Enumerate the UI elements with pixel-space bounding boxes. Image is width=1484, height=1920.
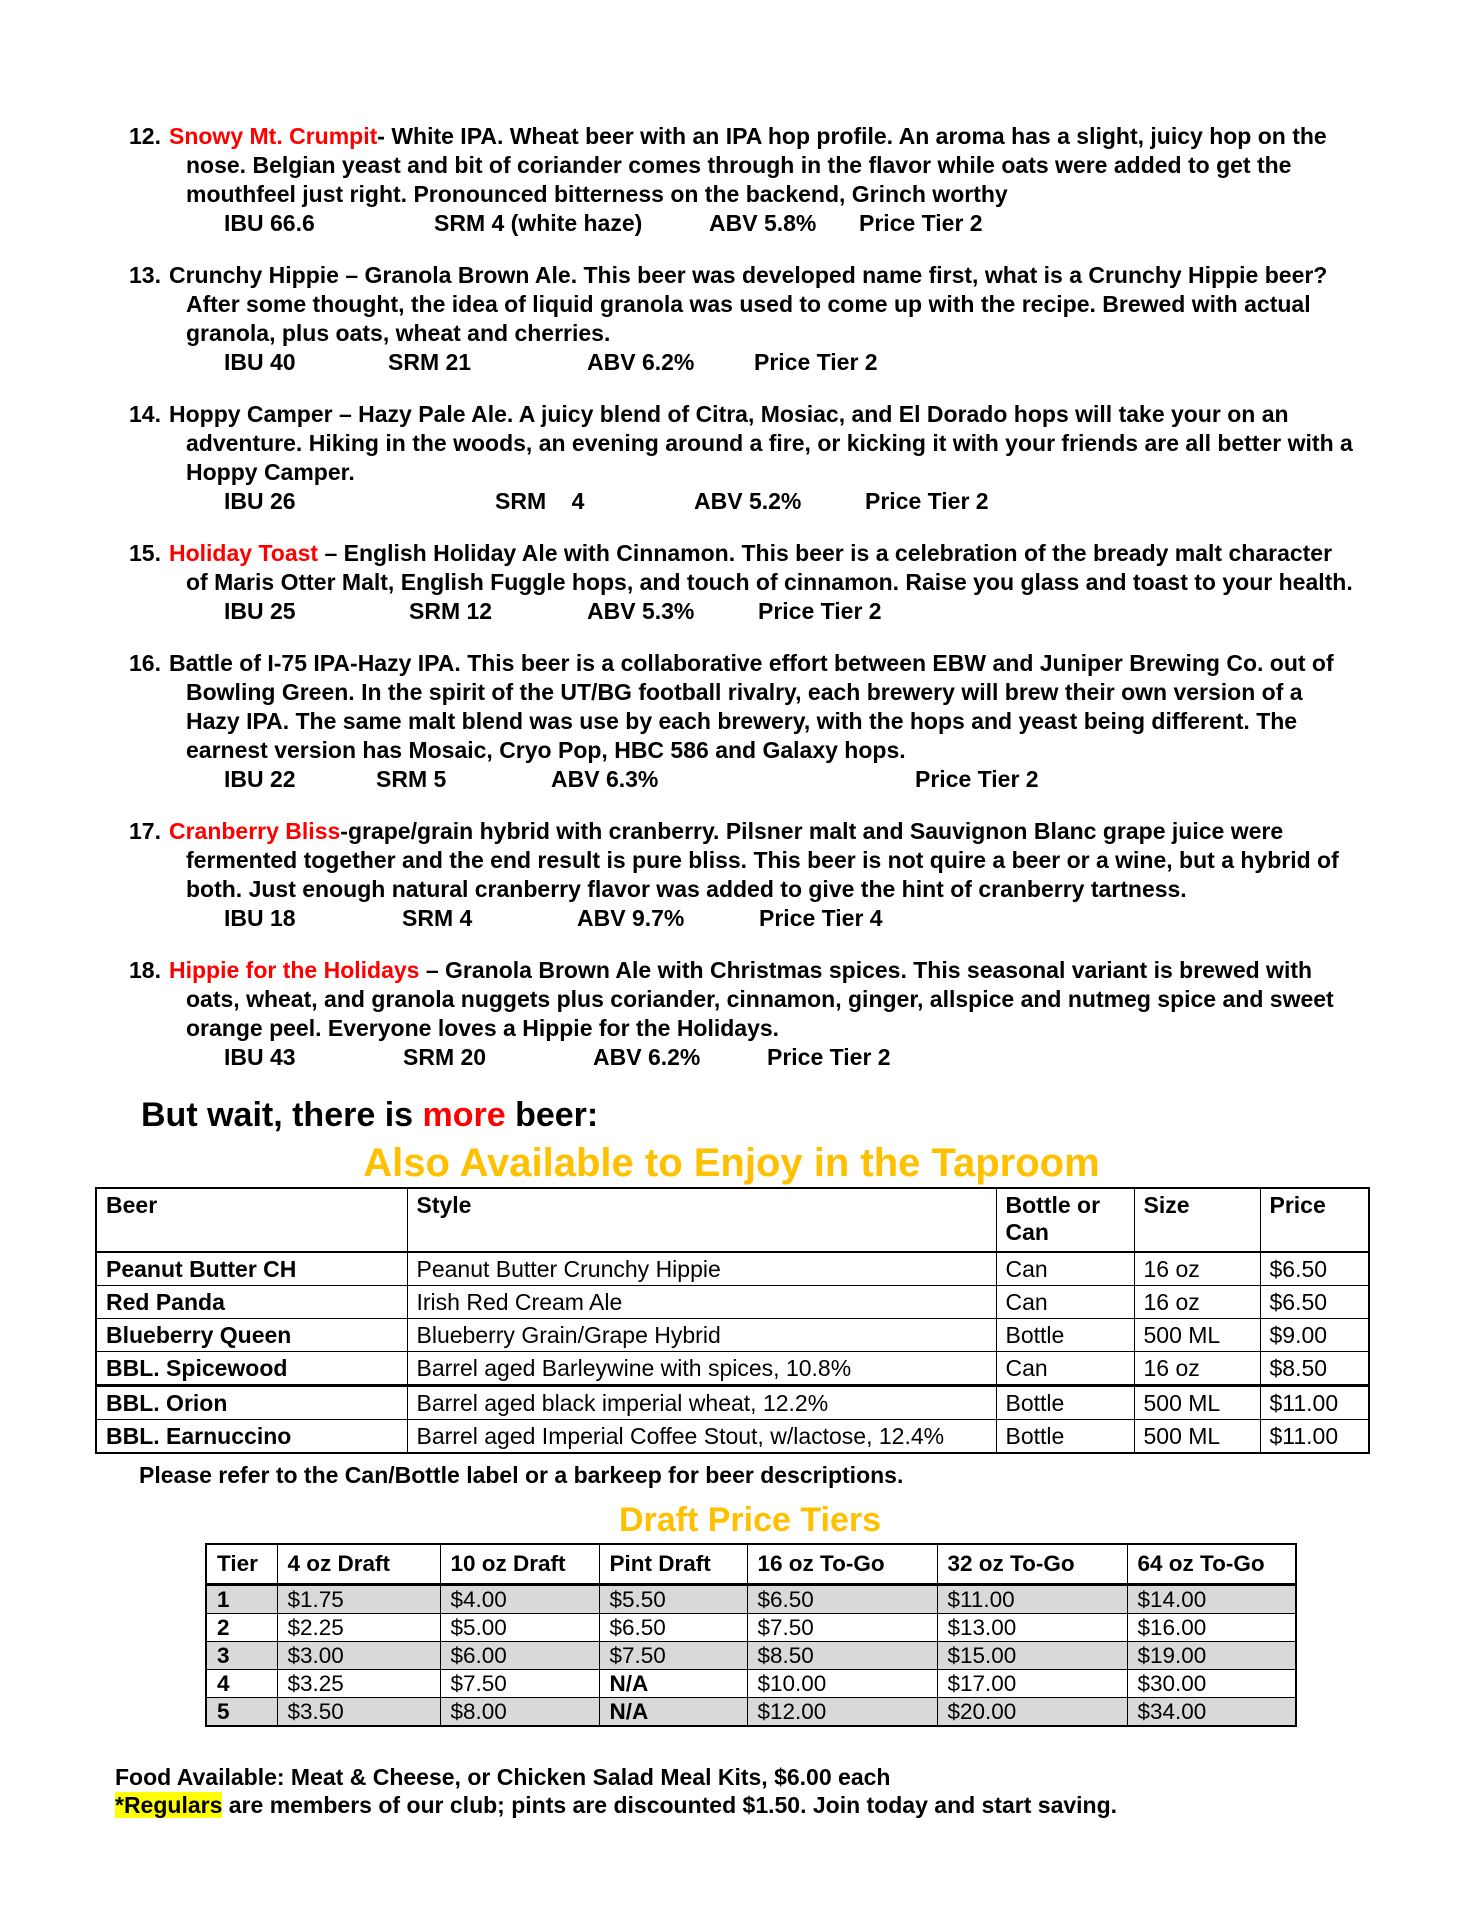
cell-price: $8.00: [440, 1698, 599, 1727]
cell-price: $6.50: [747, 1585, 937, 1614]
draft-price-tiers-title: Draft Price Tiers: [618, 1501, 882, 1539]
cell-price: $5.00: [440, 1614, 599, 1642]
cell-price: $4.00: [440, 1585, 599, 1614]
beer-number: 18.: [129, 957, 161, 983]
cell-price: $34.00: [1127, 1698, 1296, 1727]
tiers-header-tier: Tier: [206, 1544, 277, 1585]
table-row: [206, 1670, 1296, 1698]
cell-tier: 1: [206, 1585, 277, 1614]
beer-name: Battle of I-75 IPA: [168, 650, 351, 676]
beer-text: – Granola Brown Ale. This beer was developed name first, what is a Crunchy Hippie beer? After some thought, the idea of liquid granola was used to come up with the recipe. Brewed with actual granola, plus oats, wheat and cherries.: [186, 262, 1328, 346]
stat-srm: SRM 5: [376, 766, 447, 792]
cell-price: $6.50: [1260, 1286, 1369, 1319]
cell-price: $3.25: [277, 1670, 440, 1698]
cell-size: 16 oz: [1134, 1352, 1260, 1386]
table-row: [96, 1286, 1369, 1319]
stat-ibu: IBU 18: [224, 905, 296, 931]
cell-tier: 2: [206, 1614, 277, 1642]
tiers-header-4oz: 4 oz Draft: [277, 1544, 440, 1585]
more-beer-heading: [141, 1095, 1360, 1135]
cell-price: $11.00: [1260, 1420, 1369, 1454]
beer-number: 14.: [129, 401, 161, 427]
taproom-header-size: Size: [1134, 1188, 1260, 1252]
beer-number: 12.: [129, 123, 161, 149]
more-beer-prefix: But wait, there is: [141, 1096, 423, 1134]
cell-price: $12.00: [747, 1698, 937, 1727]
stat-abv: ABV 6.3%: [551, 766, 659, 792]
stat-abv: ABV 6.2%: [593, 1044, 701, 1070]
table-row: [96, 1252, 1369, 1286]
cell-price: $15.00: [937, 1642, 1127, 1670]
beer-description: [129, 956, 1360, 1043]
stat-price-tier: Price Tier 2: [859, 210, 983, 236]
beer-description: [129, 649, 1360, 765]
cell-beer: BBL. Spicewood: [96, 1352, 407, 1386]
beer-number: 15.: [129, 540, 161, 566]
cell-price: $7.50: [747, 1614, 937, 1642]
stat-ibu: IBU 40: [224, 349, 296, 375]
cell-style: Barrel aged black imperial wheat, 12.2%: [407, 1386, 996, 1420]
cell-size: 16 oz: [1134, 1252, 1260, 1286]
beer-name: Crunchy Hippie: [168, 262, 339, 288]
beer-description: [129, 261, 1360, 348]
cell-price: $6.00: [440, 1642, 599, 1670]
cell-price: $8.50: [1260, 1352, 1369, 1386]
table-row: [206, 1642, 1296, 1670]
beer-number: 13.: [129, 262, 161, 288]
cell-price: $3.00: [277, 1642, 440, 1670]
tiers-header-32oz: 32 oz To-Go: [937, 1544, 1127, 1585]
table-row: [206, 1698, 1296, 1727]
beer-name: Snowy Mt. Crumpit: [168, 123, 378, 149]
cell-beer: Peanut Butter CH: [96, 1252, 407, 1286]
stat-srm: SRM 21: [388, 349, 472, 375]
taproom-header-price: Price: [1260, 1188, 1369, 1252]
stat-ibu: IBU 22: [224, 766, 296, 792]
table-row: [206, 1614, 1296, 1642]
stat-srm: SRM 12: [409, 598, 493, 624]
cell-price: $11.00: [937, 1585, 1127, 1614]
stat-price-tier: Price Tier 4: [759, 905, 883, 931]
stat-ibu: IBU 66.6: [224, 210, 315, 236]
beer-text: -Hazy IPA. This beer is a collaborative effort between EBW and Juniper Brewing Co. out of Bowling Green. In the spirit of the UT/BG football rivalry, each brewery will brew their own version of a Hazy IPA. The same malt blend was use by each brewery, with the hops and yeast being different. The earnest version has Mosaic, Cryo Pop, HBC 586 and Galaxy hops.: [186, 650, 1334, 763]
cell-price: $14.00: [1127, 1585, 1296, 1614]
table-row: [96, 1420, 1369, 1454]
taproom-header-bottle-or-can: Bottle or Can: [996, 1188, 1134, 1252]
cell-beer: Red Panda: [96, 1286, 407, 1319]
beer-name: Holiday Toast: [168, 540, 319, 566]
tiers-header-64oz: 64 oz To-Go: [1127, 1544, 1296, 1585]
cell-style: Barrel aged Imperial Coffee Stout, w/lactose, 12.4%: [407, 1420, 996, 1454]
cell-price: $10.00: [747, 1670, 937, 1698]
beer-name: Hoppy Camper: [168, 401, 333, 427]
stat-price-tier: Price Tier 2: [767, 1044, 891, 1070]
beer-item-18: [129, 956, 1360, 1072]
label-reference-note: Please refer to the Can/Bottle label or a barkeep for beer descriptions.: [139, 1462, 904, 1488]
stat-abv: ABV 9.7%: [577, 905, 685, 931]
tiers-header-16oz: 16 oz To-Go: [747, 1544, 937, 1585]
beer-text: – Granola Brown Ale with Christmas spices. This seasonal variant is brewed with oats, wheat, and granola nuggets plus coriander, cinnamon, ginger, allspice and nutmeg spice and sweet orange peel. Everyone loves a Hippie for the Holidays.: [186, 957, 1334, 1041]
beer-text: – Hazy Pale Ale. A juicy blend of Citra, Mosiac, and El Dorado hops will take your on an adventure. Hiking in the woods, an evening around a fire, or kicking it with your friends are all better with a Hoppy Camper.: [186, 401, 1353, 485]
cell-price: N/A: [599, 1670, 747, 1698]
beer-stats: [224, 1043, 1360, 1072]
beer-name: Hippie for the Holidays: [168, 957, 420, 983]
taproom-header-beer: Beer: [96, 1188, 407, 1252]
cell-price: $8.50: [747, 1642, 937, 1670]
stat-srm: SRM 20: [403, 1044, 487, 1070]
beer-description: [129, 817, 1360, 904]
cell-price: $13.00: [937, 1614, 1127, 1642]
beer-description: [129, 539, 1360, 597]
cell-price: $6.50: [1260, 1252, 1369, 1286]
table-row: [96, 1386, 1369, 1420]
cell-bottle-or-can: Can: [996, 1286, 1134, 1319]
draft-price-table: [205, 1543, 1297, 1727]
stat-price-tier: Price Tier 2: [754, 349, 878, 375]
tiers-header-row: [206, 1544, 1296, 1585]
taproom-header-style: Style: [407, 1188, 996, 1252]
document-content: [106, 122, 1360, 1819]
stat-abv: ABV 5.2%: [694, 488, 802, 514]
cell-beer: Blueberry Queen: [96, 1319, 407, 1352]
cell-size: 500 ML: [1134, 1386, 1260, 1420]
cell-price: $2.25: [277, 1614, 440, 1642]
beer-item-12: [129, 122, 1360, 238]
cell-size: 16 oz: [1134, 1286, 1260, 1319]
regulars-highlight: *Regulars: [115, 1792, 223, 1818]
cell-price: $9.00: [1260, 1319, 1369, 1352]
beer-stats: [224, 904, 1360, 933]
stat-price-tier: Price Tier 2: [758, 598, 882, 624]
beer-number: 16.: [129, 650, 161, 676]
cell-price: $5.50: [599, 1585, 747, 1614]
cell-price: $11.00: [1260, 1386, 1369, 1420]
stat-abv: ABV 6.2%: [587, 349, 695, 375]
beer-item-17: [129, 817, 1360, 933]
cell-price: $17.00: [937, 1670, 1127, 1698]
beer-description: [129, 122, 1360, 209]
cell-style: Irish Red Cream Ale: [407, 1286, 996, 1319]
beer-text: - White IPA. Wheat beer with an IPA hop profile. An aroma has a slight, juicy hop on the nose. Belgian yeast and bit of coriander comes through in the flavor while oats were added to get the mouthfeel just right. Pronounced bitterness on the backend, Grinch worthy: [186, 123, 1327, 207]
regulars-line: [115, 1791, 1360, 1819]
cell-price: $1.75: [277, 1585, 440, 1614]
cell-bottle-or-can: Can: [996, 1352, 1134, 1386]
beer-stats: [224, 209, 1360, 238]
regulars-text: are members of our club; pints are discounted $1.50. Join today and start saving.: [222, 1792, 1118, 1818]
beer-item-16: [129, 649, 1360, 794]
taproom-section-title: Also Available to Enjoy in the Taproom: [363, 1141, 1100, 1185]
cell-bottle-or-can: Bottle: [996, 1386, 1134, 1420]
taproom-header-row: [96, 1188, 1369, 1252]
cell-style: Barrel aged Barleywine with spices, 10.8%: [407, 1352, 996, 1386]
cell-price: $3.50: [277, 1698, 440, 1727]
tiers-header-10oz: 10 oz Draft: [440, 1544, 599, 1585]
beer-stats: [224, 597, 1360, 626]
cell-tier: 5: [206, 1698, 277, 1727]
stat-srm: SRM 4: [495, 488, 585, 514]
cell-tier: 3: [206, 1642, 277, 1670]
stat-srm: SRM 4 (white haze): [434, 210, 643, 236]
cell-price: $6.50: [599, 1614, 747, 1642]
beer-name: Cranberry Bliss: [168, 818, 341, 844]
cell-tier: 4: [206, 1670, 277, 1698]
cell-style: Blueberry Grain/Grape Hybrid: [407, 1319, 996, 1352]
stat-abv: ABV 5.8%: [709, 210, 817, 236]
beer-text: – English Holiday Ale with Cinnamon. This beer is a celebration of the bready malt character of Maris Otter Malt, English Fuggle hops, and touch of cinnamon. Raise you glass and toast to your health.: [186, 540, 1353, 595]
table-row: [206, 1585, 1296, 1614]
stat-abv: ABV 5.3%: [587, 598, 695, 624]
taproom-table: [95, 1187, 1370, 1454]
cell-price: $16.00: [1127, 1614, 1296, 1642]
beer-stats: [224, 487, 1360, 516]
beer-item-13: [129, 261, 1360, 377]
cell-price: N/A: [599, 1698, 747, 1727]
cell-size: 500 ML: [1134, 1420, 1260, 1454]
beer-item-15: [129, 539, 1360, 626]
stat-ibu: IBU 26: [224, 488, 296, 514]
beer-stats: [224, 348, 1360, 377]
beer-stats: [224, 765, 1360, 794]
beer-text: -grape/grain hybrid with cranberry. Pilsner malt and Sauvignon Blanc grape juice were fermented together and the end result is pure bliss. This beer is not quire a beer or a wine, but a hybrid of both. Just enough natural cranberry flavor was added to give the hint of cranberry tartness.: [186, 818, 1339, 902]
cell-beer: BBL. Orion: [96, 1386, 407, 1420]
cell-bottle-or-can: Bottle: [996, 1420, 1134, 1454]
tiers-header-pint: Pint Draft: [599, 1544, 747, 1585]
more-beer-suffix: beer:: [505, 1096, 599, 1134]
stat-price-tier: Price Tier 2: [865, 488, 989, 514]
stat-ibu: IBU 25: [224, 598, 296, 624]
cell-price: $19.00: [1127, 1642, 1296, 1670]
beer-item-14: [129, 400, 1360, 516]
more-beer-emphasis: more: [422, 1096, 506, 1134]
stat-price-tier: Price Tier 2: [915, 766, 1039, 792]
cell-style: Peanut Butter Crunchy Hippie: [407, 1252, 996, 1286]
beer-number: 17.: [129, 818, 161, 844]
cell-size: 500 ML: [1134, 1319, 1260, 1352]
stat-ibu: IBU 43: [224, 1044, 296, 1070]
cell-bottle-or-can: Bottle: [996, 1319, 1134, 1352]
cell-price: $30.00: [1127, 1670, 1296, 1698]
cell-bottle-or-can: Can: [996, 1252, 1134, 1286]
table-row: [96, 1352, 1369, 1386]
cell-price: $7.50: [599, 1642, 747, 1670]
food-available-line: Food Available: Meat & Cheese, or Chicken Salad Meal Kits, $6.00 each: [115, 1764, 891, 1790]
stat-srm: SRM 4: [402, 905, 473, 931]
cell-beer: BBL. Earnuccino: [96, 1420, 407, 1454]
cell-price: $7.50: [440, 1670, 599, 1698]
beer-description: [129, 400, 1360, 487]
table-row: [96, 1319, 1369, 1352]
cell-price: $20.00: [937, 1698, 1127, 1727]
